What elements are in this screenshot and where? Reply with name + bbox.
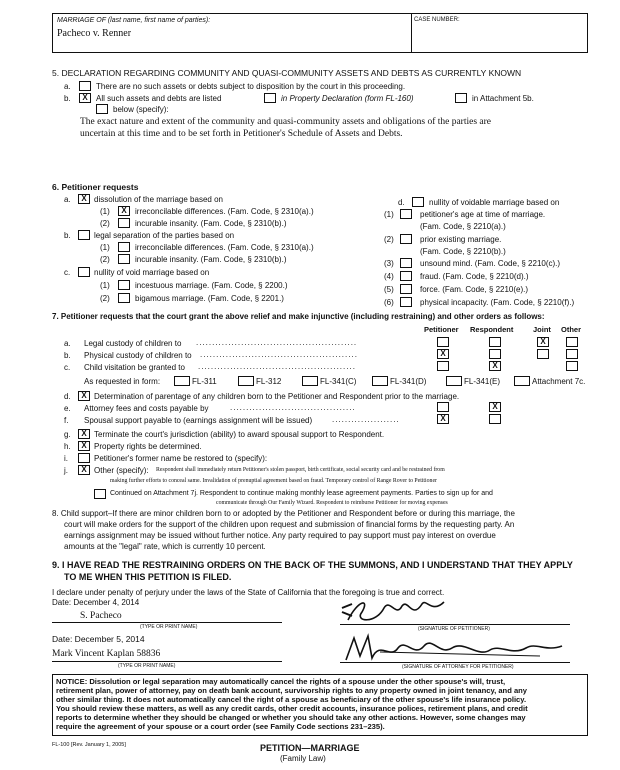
sec7-c-letter: c. [64, 363, 71, 372]
sec6-a1-text: irreconcilable differences. (Fam. Code, § 2310(a).) [135, 207, 314, 216]
sec7-g-letter: g. [64, 430, 71, 439]
sec7-e-dots: ....................................... [230, 403, 356, 412]
sec5-b-prop-checkbox[interactable] [264, 93, 276, 103]
petitioner-signature [340, 594, 450, 628]
sec6-c2-num: (2) [100, 294, 110, 303]
signature-attorney-label: (SIGNATURE OF ATTORNEY FOR PETITIONER) [402, 664, 514, 670]
sec9-line2: TO ME WHEN THIS PETITION IS FILED. [64, 572, 232, 582]
sec6-a-checkbox[interactable]: X [78, 194, 90, 204]
sec7-f-text: Spousal support payable to (earnings assignment will be issued) [84, 416, 313, 425]
sec5-a-letter: a. [64, 82, 71, 91]
sec6-b-text: legal separation of the parties based on [94, 231, 235, 240]
col-respondent: Respondent [470, 325, 514, 334]
sec8-line3: earnings assignment may be issued without further notice. Any party required to pay support must pay interest on overdue [64, 531, 496, 540]
attorney-name-line [52, 661, 282, 662]
sec5-b-letter: b. [64, 94, 71, 103]
form-fl341d-box[interactable] [372, 376, 388, 386]
sec7-b-pet-box[interactable]: X [437, 349, 449, 359]
sec6-d4-num: (4) [384, 272, 394, 281]
notice-line5: reports to determine whether they should be changed or whether you should take any other actions. However, some changes may [56, 713, 526, 722]
type-name-label-1: (TYPE OR PRINT NAME) [140, 624, 198, 630]
sec5-b-below-checkbox[interactable] [96, 104, 108, 114]
sec6-d-letter: d. [398, 198, 405, 207]
form-fl341e-box[interactable] [446, 376, 462, 386]
sec7-i-letter: i. [64, 454, 68, 463]
sec7-a-dots: .................................................. [196, 338, 358, 347]
sec7-e-letter: e. [64, 404, 71, 413]
sec7-a-other-box[interactable] [566, 337, 578, 347]
col-joint: Joint [533, 325, 551, 334]
sec6-a1-num: (1) [100, 207, 110, 216]
attorney-name: Mark Vincent Kaplan 58836 [52, 649, 161, 659]
sec6-d4-text: fraud. (Fam. Code, § 2210(d).) [420, 272, 529, 281]
sec7-f-resp-box[interactable] [489, 414, 501, 424]
sec8-line4: amounts at the "legal" rate, which is currently 10 percent. [64, 542, 266, 551]
form-fl312-box[interactable] [238, 376, 254, 386]
sec7-a-letter: a. [64, 339, 71, 348]
sec6-c-letter: c. [64, 268, 71, 277]
attachment-7j-checkbox[interactable] [94, 489, 106, 499]
sec7-j-line1: Respondent shall immediately return Petitioner's stolen passport, birth certificate, social security card and be restrained from [156, 467, 445, 473]
sec6-a-text: dissolution of the marriage based on [94, 195, 223, 204]
sec6-d1-checkbox[interactable] [400, 209, 412, 219]
petitioner-name: S. Pacheco [80, 611, 122, 621]
sec7-h-letter: h. [64, 442, 71, 451]
sec6-d6-checkbox[interactable] [400, 297, 412, 307]
sec6-d2-num: (2) [384, 235, 394, 244]
sec7-a-pet-box[interactable] [437, 337, 449, 347]
sec7-j-line2: making further efforts to conceal same. Invalidation of prenuptial agreement based on fraud. Temporary control of Range Rover to Petitioner [110, 478, 437, 484]
notice-line1: NOTICE: Dissolution or legal separation may automatically cancel the rights of a spouse under the other spouse's will, trust, [56, 677, 506, 686]
sec6-c-text: nullity of void marriage based on [94, 268, 210, 277]
sec7-h-text: Property rights be determined. [94, 442, 202, 451]
sec7-j-label: Other (specify): [94, 466, 149, 475]
sec7-d-letter: d. [64, 392, 71, 401]
attachment-7c-box[interactable] [514, 376, 530, 386]
sec6-d-checkbox[interactable] [412, 197, 424, 207]
sec7-e-resp-box[interactable]: X [489, 402, 501, 412]
sec5-b-prop-text: in Property Declaration (form FL-160) [281, 94, 414, 103]
sec6-d3-text: unsound mind. (Fam. Code, § 2210(c).) [420, 259, 561, 268]
notice-line6: require the agreement of your spouse or a court order (see Family Code sections 231–235). [56, 722, 385, 731]
sec6-d2-checkbox[interactable] [400, 234, 412, 244]
sec7-b-dots: ................................................. [200, 350, 358, 359]
sec7-c-dots: ................................................. [198, 362, 356, 371]
attorney-signature [340, 630, 570, 666]
petitioner-name-line [52, 622, 282, 623]
sec6-d2-code: (Fam. Code, § 2210(b).) [420, 247, 506, 256]
sec7-j-letter: j. [64, 466, 68, 475]
sec6-c2-text: bigamous marriage. (Fam. Code, § 2201.) [135, 294, 284, 303]
sec7-i-text: Petitioner's former name be restored to (specify): [94, 454, 268, 463]
sec7-f-letter: f. [64, 416, 69, 425]
sec6-b1-num: (1) [100, 243, 110, 252]
sec7-a-text: Legal custody of children to [84, 339, 182, 348]
sec7-d-checkbox[interactable]: X [78, 391, 90, 401]
sec6-b1-text: irreconcilable differences. (Fam. Code, § 2310(a).) [135, 243, 314, 252]
sec6-b-letter: b. [64, 231, 71, 240]
sec6-c-checkbox[interactable] [78, 267, 90, 277]
sec7-i-checkbox[interactable] [78, 453, 90, 463]
sec7-b-text: Physical custody of children to [84, 351, 192, 360]
sec6-a-letter: a. [64, 195, 71, 204]
form-fl341c-label: FL-341(C) [320, 377, 357, 386]
sec5-b-checkbox[interactable]: X [79, 93, 91, 103]
sec6-a2-text: incurable insanity. (Fam. Code, § 2310(b).) [135, 219, 287, 228]
footer-title: PETITION—MARRIAGE [260, 743, 360, 753]
sec7-c-pet-box[interactable] [437, 361, 449, 371]
form-fl341e-label: FL-341(E) [464, 377, 501, 386]
sec7-g-checkbox[interactable]: X [78, 429, 90, 439]
sec6-d5-text: force. (Fam. Code, § 2210(e).) [420, 285, 529, 294]
date-petitioner: Date: December 4, 2014 [52, 598, 140, 607]
notice-line2: retirement plan, power of attorney, pay on death bank account, survivorship rights to any property owned in joint tenancy, and any [56, 686, 528, 695]
sec6-a1-checkbox[interactable]: X [118, 206, 130, 216]
sec6-d1-num: (1) [384, 210, 394, 219]
sec6-d6-num: (6) [384, 298, 394, 307]
sec7-c-other-box[interactable] [566, 361, 578, 371]
sec6-d5-num: (5) [384, 285, 394, 294]
form-fl341c-box[interactable] [302, 376, 318, 386]
form-fl311-box[interactable] [174, 376, 190, 386]
sec5-note-line1: The exact nature and extent of the community and quasi-community assets and obligations of the parties are [80, 117, 492, 127]
footer-subtitle: (Family Law) [280, 754, 326, 763]
attachment-7c-label: Attachment 7c. [532, 377, 586, 386]
sec6-c1-text: incestuous marriage. (Fam. Code, § 2200.) [135, 281, 288, 290]
form-fl312-label: FL-312 [256, 377, 282, 386]
col-other: Other [561, 325, 582, 334]
sec6-c1-checkbox[interactable] [118, 280, 130, 290]
col-petitioner: Petitioner [424, 325, 459, 334]
form-fl341d-label: FL-341(D) [390, 377, 427, 386]
sec7-j-line4: communicate through Our Family Wizard. Respondent to reimburse Petitioner for moving expenses [216, 500, 448, 506]
sec6-d-text: nullity of voidable marriage based on [429, 198, 560, 207]
sec6-d6-text: physical incapacity. (Fam. Code, § 2210(f).) [420, 298, 575, 307]
sec7-g-text: Terminate the court's jurisdiction (ability) to award spousal support to Respondent. [94, 430, 385, 439]
sec5-b-att-text: in Attachment 5b. [472, 94, 534, 103]
sec7-d-text: Determination of parentage of any children born to the Petitioner and Respondent prior to the marriage. [94, 392, 460, 401]
case-number-label: CASE NUMBER: [414, 17, 460, 23]
signature-petitioner-label: (SIGNATURE OF PETITIONER) [418, 626, 490, 632]
sec6-b2-text: incurable insanity. (Fam. Code, § 2310(b).) [135, 255, 287, 264]
sec5-b-below-text: below (specify): [113, 105, 169, 114]
sec7-e-pet-box[interactable] [437, 402, 449, 412]
sec6-a2-num: (2) [100, 219, 110, 228]
sec7-h-checkbox[interactable]: X [78, 441, 90, 451]
sec7-f-pet-box[interactable]: X [437, 414, 449, 424]
declaration-text: I declare under penalty of perjury under the laws of the State of California that the foregoing is true and correct. [52, 588, 445, 597]
sec7-j-checkbox[interactable]: X [78, 465, 90, 475]
sec6-b1-checkbox[interactable] [118, 242, 130, 252]
sec6-d4-checkbox[interactable] [400, 271, 412, 281]
sec5-a-checkbox[interactable] [79, 81, 91, 91]
sec6-b2-num: (2) [100, 255, 110, 264]
parties-label: MARRIAGE OF (last name, first name of parties): [57, 17, 211, 24]
sec8-line1: 8. Child support–If there are minor children born to or adopted by the Petitioner and Respondent before or during this marriage, the [52, 509, 515, 518]
sec5-b-text: All such assets and debts are listed [96, 94, 222, 103]
sec6-d3-checkbox[interactable] [400, 258, 412, 268]
sec7-j-line3: Continued on Attachment 7j. Respondent to continue making monthly lease agreement payments. Parties to sign up for and [110, 490, 493, 497]
sec7-b-joint-box[interactable] [537, 349, 549, 359]
sec6-d1-code: (Fam. Code, § 2210(a).) [420, 222, 506, 231]
sec5-note-line2: uncertain at this time and to be set forth in Petitioner's Schedule of Assets and Debts. [80, 129, 403, 139]
sec7-f-dots: ..................... [332, 415, 400, 424]
type-name-label-2: (TYPE OR PRINT NAME) [118, 663, 176, 669]
sec7-b-resp-box[interactable] [489, 349, 501, 359]
sec6-title: 6. Petitioner requests [52, 182, 139, 192]
sec7-b-other-box[interactable] [566, 349, 578, 359]
sec5-b-att-checkbox[interactable] [455, 93, 467, 103]
form-fl311-label: FL-311 [192, 377, 217, 386]
sec9-line1: 9. I HAVE READ THE RESTRAINING ORDERS ON THE BACK OF THE SUMMONS, AND I UNDERSTAND THAT THEY APPLY [52, 560, 573, 570]
sec7-c-resp-box[interactable]: X [489, 361, 501, 371]
sec7-a-joint-box[interactable]: X [537, 337, 549, 347]
notice-line4: You should review these matters, as well as any credit cards, other credit accounts, insurance polices, retirement plans, and credit [56, 704, 528, 713]
caption-divider [411, 14, 412, 52]
sec7-c-text: Child visitation be granted to [84, 363, 185, 372]
sec6-d5-checkbox[interactable] [400, 284, 412, 294]
sec6-c1-num: (1) [100, 281, 110, 290]
sec6-d3-num: (3) [384, 259, 394, 268]
sec6-d1-text: petitioner's age at time of marriage. [420, 210, 546, 219]
form-id: FL-100 [Rev. January 1, 2005] [52, 742, 126, 748]
sec6-a2-checkbox[interactable] [118, 218, 130, 228]
sec8-line2: court will make orders for the support of the children upon request and submission of financial forms by the requesting party. An [64, 520, 515, 529]
sec6-b-checkbox[interactable] [78, 230, 90, 240]
sec6-b2-checkbox[interactable] [118, 254, 130, 264]
sec5-a-text: There are no such assets or debts subject to disposition by the court in this proceeding. [96, 82, 406, 91]
sec7-a-resp-box[interactable] [489, 337, 501, 347]
sec6-d2-text: prior existing marriage. [420, 235, 502, 244]
sec6-c2-checkbox[interactable] [118, 293, 130, 303]
sec7-e-text: Attorney fees and costs payable by [84, 404, 209, 413]
parties-value: Pacheco v. Renner [57, 28, 132, 39]
sec7-b-letter: b. [64, 351, 71, 360]
sec5-title: 5. DECLARATION REGARDING COMMUNITY AND QUASI-COMMUNITY ASSETS AND DEBTS AS CURRENTLY KNOWN [52, 68, 522, 78]
sec7-title: 7. Petitioner requests that the court grant the above relief and make injunctive (including restraining) and other orders as follows: [52, 312, 545, 321]
forms-label: As requested in form: [84, 377, 161, 386]
notice-line3: other similar thing. It does not automatically cancel the right of a spouse as beneficiary of the other spouse's life insurance policy. [56, 695, 527, 704]
date-attorney: Date: December 5, 2014 [52, 634, 145, 644]
